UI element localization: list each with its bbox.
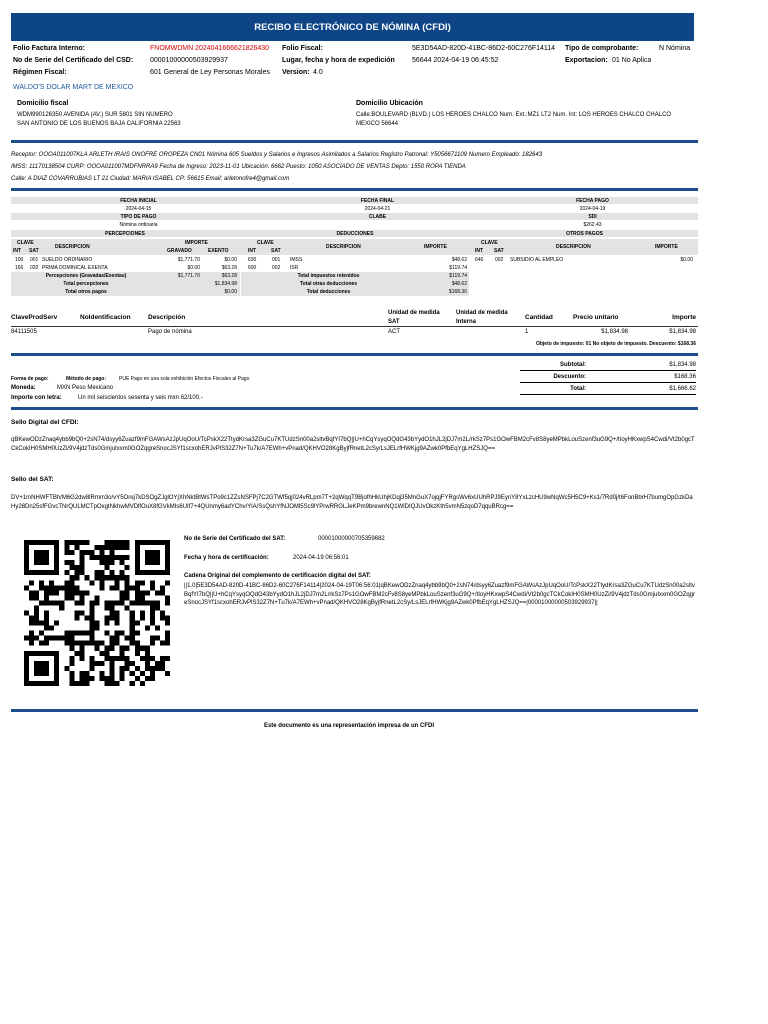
table-row: 002: [272, 265, 281, 271]
concepto-header-divider: [11, 326, 698, 327]
concepto-unidad-sat-header: Unidad de medida SAT: [388, 310, 440, 325]
totals-divider: [520, 382, 696, 383]
importe-letra-value: Un mil seiscientos sesenta y seis mxn 62/100.-: [78, 395, 203, 401]
folio-interno-label: Folio Factura Interno:: [13, 45, 85, 52]
tipo-pago-label: TIPO DE PAGO: [120, 214, 157, 220]
tipo-comprobante-value: N Nómina: [659, 45, 691, 52]
table-row: 100: [15, 257, 24, 263]
domicilio-ubicacion-title: Domicilio Ubicación: [356, 100, 423, 107]
otros-importe-header: IMPORTE: [655, 244, 678, 250]
ded-total-label: Total deducciones: [306, 289, 351, 295]
otros-sat-header: SAT: [494, 248, 504, 254]
concepto-ident-header: NoIdentificacion: [80, 314, 131, 321]
fecha-final-label: FECHA FINAL: [360, 198, 395, 204]
folio-fiscal-value: 5E3D54AD-820D-41BC-86D2-60C276F14114: [412, 45, 556, 52]
sello-cfdi-title: Sello Digital del CFDI:: [11, 419, 79, 426]
domicilio-fiscal-title: Domicilio fiscal: [17, 100, 69, 107]
subtotal-value: $1,834.98: [669, 362, 696, 368]
otros-pagos-title: OTROS PAGOS: [566, 231, 603, 237]
perc-total-value: $1,834.98: [214, 281, 237, 287]
company-name: WALDO'S DOLAR MART DE MEXICO: [13, 84, 134, 91]
table-row: $0.00: [187, 265, 200, 271]
regimen-value: 601 General de Ley Personas Morales: [150, 69, 270, 76]
domicilio-ubicacion-line1: Calle:BOULEVARD (BLVD.) LOS HEROES CHALCO Num. Ext.:MZ1 LT2 Num. Int: LOS HEROES CHALCO CHALCO: [356, 112, 672, 118]
perc-sum-gravado: $1,771.70: [177, 273, 200, 279]
footer-note: Este documento es una representación impresa de un CFDI: [263, 723, 435, 729]
perc-gravado-header: GRAVADO: [167, 248, 192, 254]
percepciones-title: PERCEPCIONES: [105, 231, 145, 237]
version-value: 4.0: [313, 69, 323, 76]
perc-exento-header: EXENTO: [208, 248, 229, 254]
sello-sat-value: DV+1mNHWFTBh/M6G2dw8lRmm3o/vY5Onq7kDSOgZJglOYjXhNktBtWsTPo9c1ZZsNSFPj7C2GTWf5qj024vRLpm7T+2qWqqT9BjofhHkUhjKDqj35MnGuX7ojqjFYRgsWv6xUUhRPJ9EynY8YxLzcHU9wNqWc5H5C9+Ks1/7Rd0j/t6FonBbrH7bumgOpGzkDaHy28Dn25sfFGvcTNrQULMCTpOxgtNkhwMVDlfOuX8fGVkMIs6UIf7+4QUnmy6adYChv/YlA/SsQshYfNJOMl5Sc9lYPrwRRGLJeKPm9brewnNQ1WlDIQJUvOkzKth5vmN5zqoD7qquBRcg==: [11, 495, 693, 510]
table-row: 001: [30, 257, 39, 263]
document-title: RECIBO ELECTRÓNICO DE NÓMINA (CFDI): [11, 13, 694, 41]
ded-otras-value: $48.62: [451, 281, 467, 287]
ded-otras-label: Total otras deducciones: [299, 281, 358, 287]
cert-sat-value: 00001000000705359682: [318, 536, 385, 542]
perc-clave-header: CLAVE: [17, 240, 34, 246]
metodo-pago-value: PUE Pago en una sola exhibición Efectos Fiscales al Pago: [119, 376, 250, 382]
deducciones-title: DEDUCCIONES: [336, 231, 374, 237]
descuento-value: $168.36: [674, 374, 696, 380]
fecha-inicial-value: 2024-04-15: [125, 206, 152, 212]
concepto-cantidad-value: 1: [525, 329, 529, 335]
table-row: $48.62: [451, 257, 467, 263]
ded-sat-header: SAT: [271, 248, 281, 254]
total-label: Total:: [570, 386, 586, 392]
table-row: IMSS: [290, 257, 303, 263]
table-row: $1,771.70: [177, 257, 200, 263]
concepto-desc-header: Descripción: [148, 314, 186, 321]
qr-code: [24, 540, 170, 686]
version-label: Version:: [282, 69, 310, 76]
sdi-value: $262.43: [583, 222, 602, 228]
metodo-pago-label: Método de pago:: [66, 376, 106, 382]
totals-divider: [520, 370, 696, 371]
ded-ret-value: $119.74: [449, 273, 467, 279]
fecha-pago-value: 2024-04-19: [579, 206, 606, 212]
perc-int-header: INT: [13, 248, 22, 254]
table-row: 166: [15, 265, 24, 271]
folio-interno-value: FNOMWDMN 2024041666621826430: [150, 45, 270, 52]
table-row: 001: [272, 257, 281, 263]
fecha-final-value: 2024-04-21: [364, 206, 391, 212]
table-row: 646: [475, 257, 484, 263]
ded-desc-header: DESCRIPCION: [326, 244, 361, 250]
section-divider: [11, 188, 698, 191]
ded-int-header: INT: [248, 248, 257, 254]
moneda-value: MXN Peso Mexicano: [57, 385, 114, 391]
lugar-value: 56644 2024-04-19 06:45:52: [412, 57, 499, 64]
perc-sum-label: Percepciones (Gravadas/Exentas): [45, 273, 127, 279]
concepto-importe-value: $1,834.98: [669, 329, 696, 335]
folio-fiscal-label: Folio Fiscal:: [282, 45, 323, 52]
table-row: SUBSIDIO AL EMPLEO: [510, 257, 564, 263]
concepto-clave-header: ClaveProdServ: [11, 314, 58, 321]
table-row: 630: [248, 257, 257, 263]
sello-cfdi-value: qBKewODzZnaq4ybb9bQ0+2sN74/dsyy6Zuazf9mFGAWsAzJpUqOoU/TcPskX22TtydKrsa3ZGuCu7KTUdzSn00a2sltvBqfYI7bQ||U+hCqYsyqOQdG43bYydO1hJL2jDJ7m2L/rkSz7Ps1GOwFBM2cFv8S8yeMPbkLouSzenf3uG9Q+/tIoyHKxwpS4Cwdi/Vt2b0gcTCkCokIH0SMH0UzZi/9V4jdzTds0GmjuIxxm0GOZqgreSnocJSYf1scxohERJvPlS32Z7N+Tu7k/A7EWh+vPnad/QKHVO28KgByjfRnetL2cSy/LsJELrfHWKjg9AZwk0PfbEqYgLHZSJQ==: [11, 437, 695, 452]
otros-desc-header: DESCRIPCION: [556, 244, 591, 250]
lugar-label: Lugar, fecha y hora de expedición: [282, 57, 395, 64]
concepto-clave-value: 84111505: [11, 329, 37, 335]
concepto-precio-value: $1,834.98: [601, 329, 628, 335]
table-row: $0.00: [224, 257, 237, 263]
descuento-label: Descuento:: [553, 374, 586, 380]
concepto-unidad-sat-value: ACT: [388, 329, 400, 335]
serie-csd-value: 00001000000503929937: [150, 57, 228, 64]
forma-pago-label: Forma de pago:: [11, 376, 49, 382]
clabe-label: CLABE: [368, 214, 387, 220]
section-divider: [11, 140, 698, 143]
importe-letra-label: Importe con letra:: [11, 395, 62, 401]
table-row: $119.74: [449, 265, 467, 271]
section-divider: [11, 353, 698, 356]
regimen-label: Régimen Fiscal:: [13, 69, 67, 76]
ded-total-value: $168.36: [448, 289, 467, 295]
receptor-line3: Calle: A DIAZ COVARRUBIAS LT 21 Ciudad: MARIA ISABEL CP: 56615 Email: arletonofre4@gmail.com: [11, 176, 290, 182]
concepto-unidad-int-header: Unidad de medida Interna: [456, 310, 508, 325]
subtotal-label: Subtotal:: [560, 362, 586, 368]
table-row: $0.00: [680, 257, 693, 263]
otros-int-header: INT: [475, 248, 484, 254]
objeto-impuesto: Objeto de impuesto: 01 No objeto de impuesto. Descuento: $168.36: [535, 341, 696, 347]
perc-total-label: Total percepciones: [63, 281, 109, 287]
table-row: ISR: [290, 265, 299, 271]
domicilio-ubicacion-line2: MEXICO 56644: [356, 121, 399, 127]
table-row: SUELDO ORDINARIO: [42, 257, 93, 263]
sdi-label: SDI: [588, 214, 597, 220]
exportacion-label: Exportacion:: [565, 57, 608, 64]
domicilio-fiscal-line1: WDM990126350 AVENIDA (AV.) SUR 5801 SIN NUMERO: [17, 112, 173, 118]
perc-otros-value: $0.00: [224, 289, 237, 295]
sello-sat-title: Sello del SAT:: [11, 476, 54, 483]
cadena-original-label: Cadena Original del complemento de certificación digital del SAT:: [184, 573, 371, 579]
domicilio-fiscal-line2: SAN ANTONIO DE LOS BUENOS BAJA CALIFORNIA 22563: [17, 121, 181, 127]
table-row: PRIMA DOMINICAL EXENTA: [42, 265, 108, 271]
perc-importe-header: IMPORTE: [185, 240, 208, 246]
exportacion-value: 01 No Aplica: [612, 57, 652, 64]
cadena-original-value: ||1.0|5E3D54AD-820D-41BC-86D2-60C276F14114|2024-04-19T06:56:01|qBKewODzZnaq4ybb9bQ0+2sN74/dsyy6Zuazf9mFGAWsAzJpUqOoU/TcPskX22TtydKrsa3ZGuCu7KTUdzSn00a2sltvBqfYI7bQ||U+hCqYsyqOQdG43bYydO1hJL2jDJ7m2L/rkSz7Ps1GOwFBM2cFv8S8yeMPbkLouSzenf3uG9Q+/tIoyHKxwpS4Cwdi/Vt2b0gcTCkCokIH0SMH0UzZi/9V4jdzTds0GmjuIxxm0GOZqgreSnocJSYf1scxohERJvPlS32Z7N+Tu7k/A7EWh+vPnad/QKHVO28KgByjfRnetL2cSy/LsJELrfHWKjg9AZwk0PfbEqYgLHZSJQ==|00001000000503929937||: [184, 583, 695, 606]
section-divider: [11, 709, 698, 712]
concepto-precio-header: Precio unitario: [573, 314, 619, 321]
section-divider: [11, 407, 698, 410]
tipo-comprobante-label: Tipo de comprobante:: [565, 45, 639, 52]
concepto-cantidad-header: Cantidad: [525, 314, 553, 321]
moneda-label: Moneda:: [11, 385, 36, 391]
receptor-line2: IMSS: 11170138504 CURP: OOOA011007MDFNRRA9 Fecha de Ingreso: 2023-11-01 Ubicación: 6662 Puesto: 1050 ASOCIADO DE VENTAS Depto: 1550 ROPA TIENDA: [11, 164, 466, 170]
tipo-pago-value: Nómina ordinaria: [119, 222, 158, 228]
fecha-inicial-label: FECHA INICIAL: [120, 198, 157, 204]
otros-clave-header: CLAVE: [481, 240, 498, 246]
perc-otros-label: Total otros pagos: [65, 289, 107, 295]
table-row: $63.28: [221, 265, 237, 271]
fecha-pago-label: FECHA PAGO: [576, 198, 609, 204]
total-value: $1,666.62: [669, 386, 696, 392]
ded-ret-label: Total impuestos retenidos: [297, 273, 360, 279]
ded-clave-header: CLAVE: [257, 240, 274, 246]
cert-sat-label: No de Serie del Certificado del SAT:: [184, 536, 286, 542]
fecha-cert-value: 2024-04-19 06:56:01: [293, 555, 349, 561]
table-row: 020: [30, 265, 39, 271]
perc-sum-exento: $63.28: [221, 273, 237, 279]
serie-csd-label: No de Serie del Certificado del CSD:: [13, 57, 134, 64]
fecha-cert-label: Fecha y hora de certificación:: [184, 555, 269, 561]
table-row: 002: [495, 257, 504, 263]
perc-desc-header: DESCRIPCION: [55, 244, 90, 250]
totals-divider: [520, 394, 696, 395]
perc-sat-header: SAT: [29, 248, 39, 254]
receptor-line1: Receptor: OOOA011007KLA ARLETH IRAIS ONOFRE OROPEZA CN01 Nómina 605 Sueldos y Salarios e Ingresos Asimilados a Salarios Registro Patronal: Y5056671109 Numero Empleado: 182643: [11, 152, 543, 158]
concepto-desc-value: Pago de nómina: [148, 329, 192, 335]
concepto-importe-header: Importe: [672, 314, 696, 321]
table-row: 600: [248, 265, 257, 271]
ded-importe-header: IMPORTE: [424, 244, 447, 250]
